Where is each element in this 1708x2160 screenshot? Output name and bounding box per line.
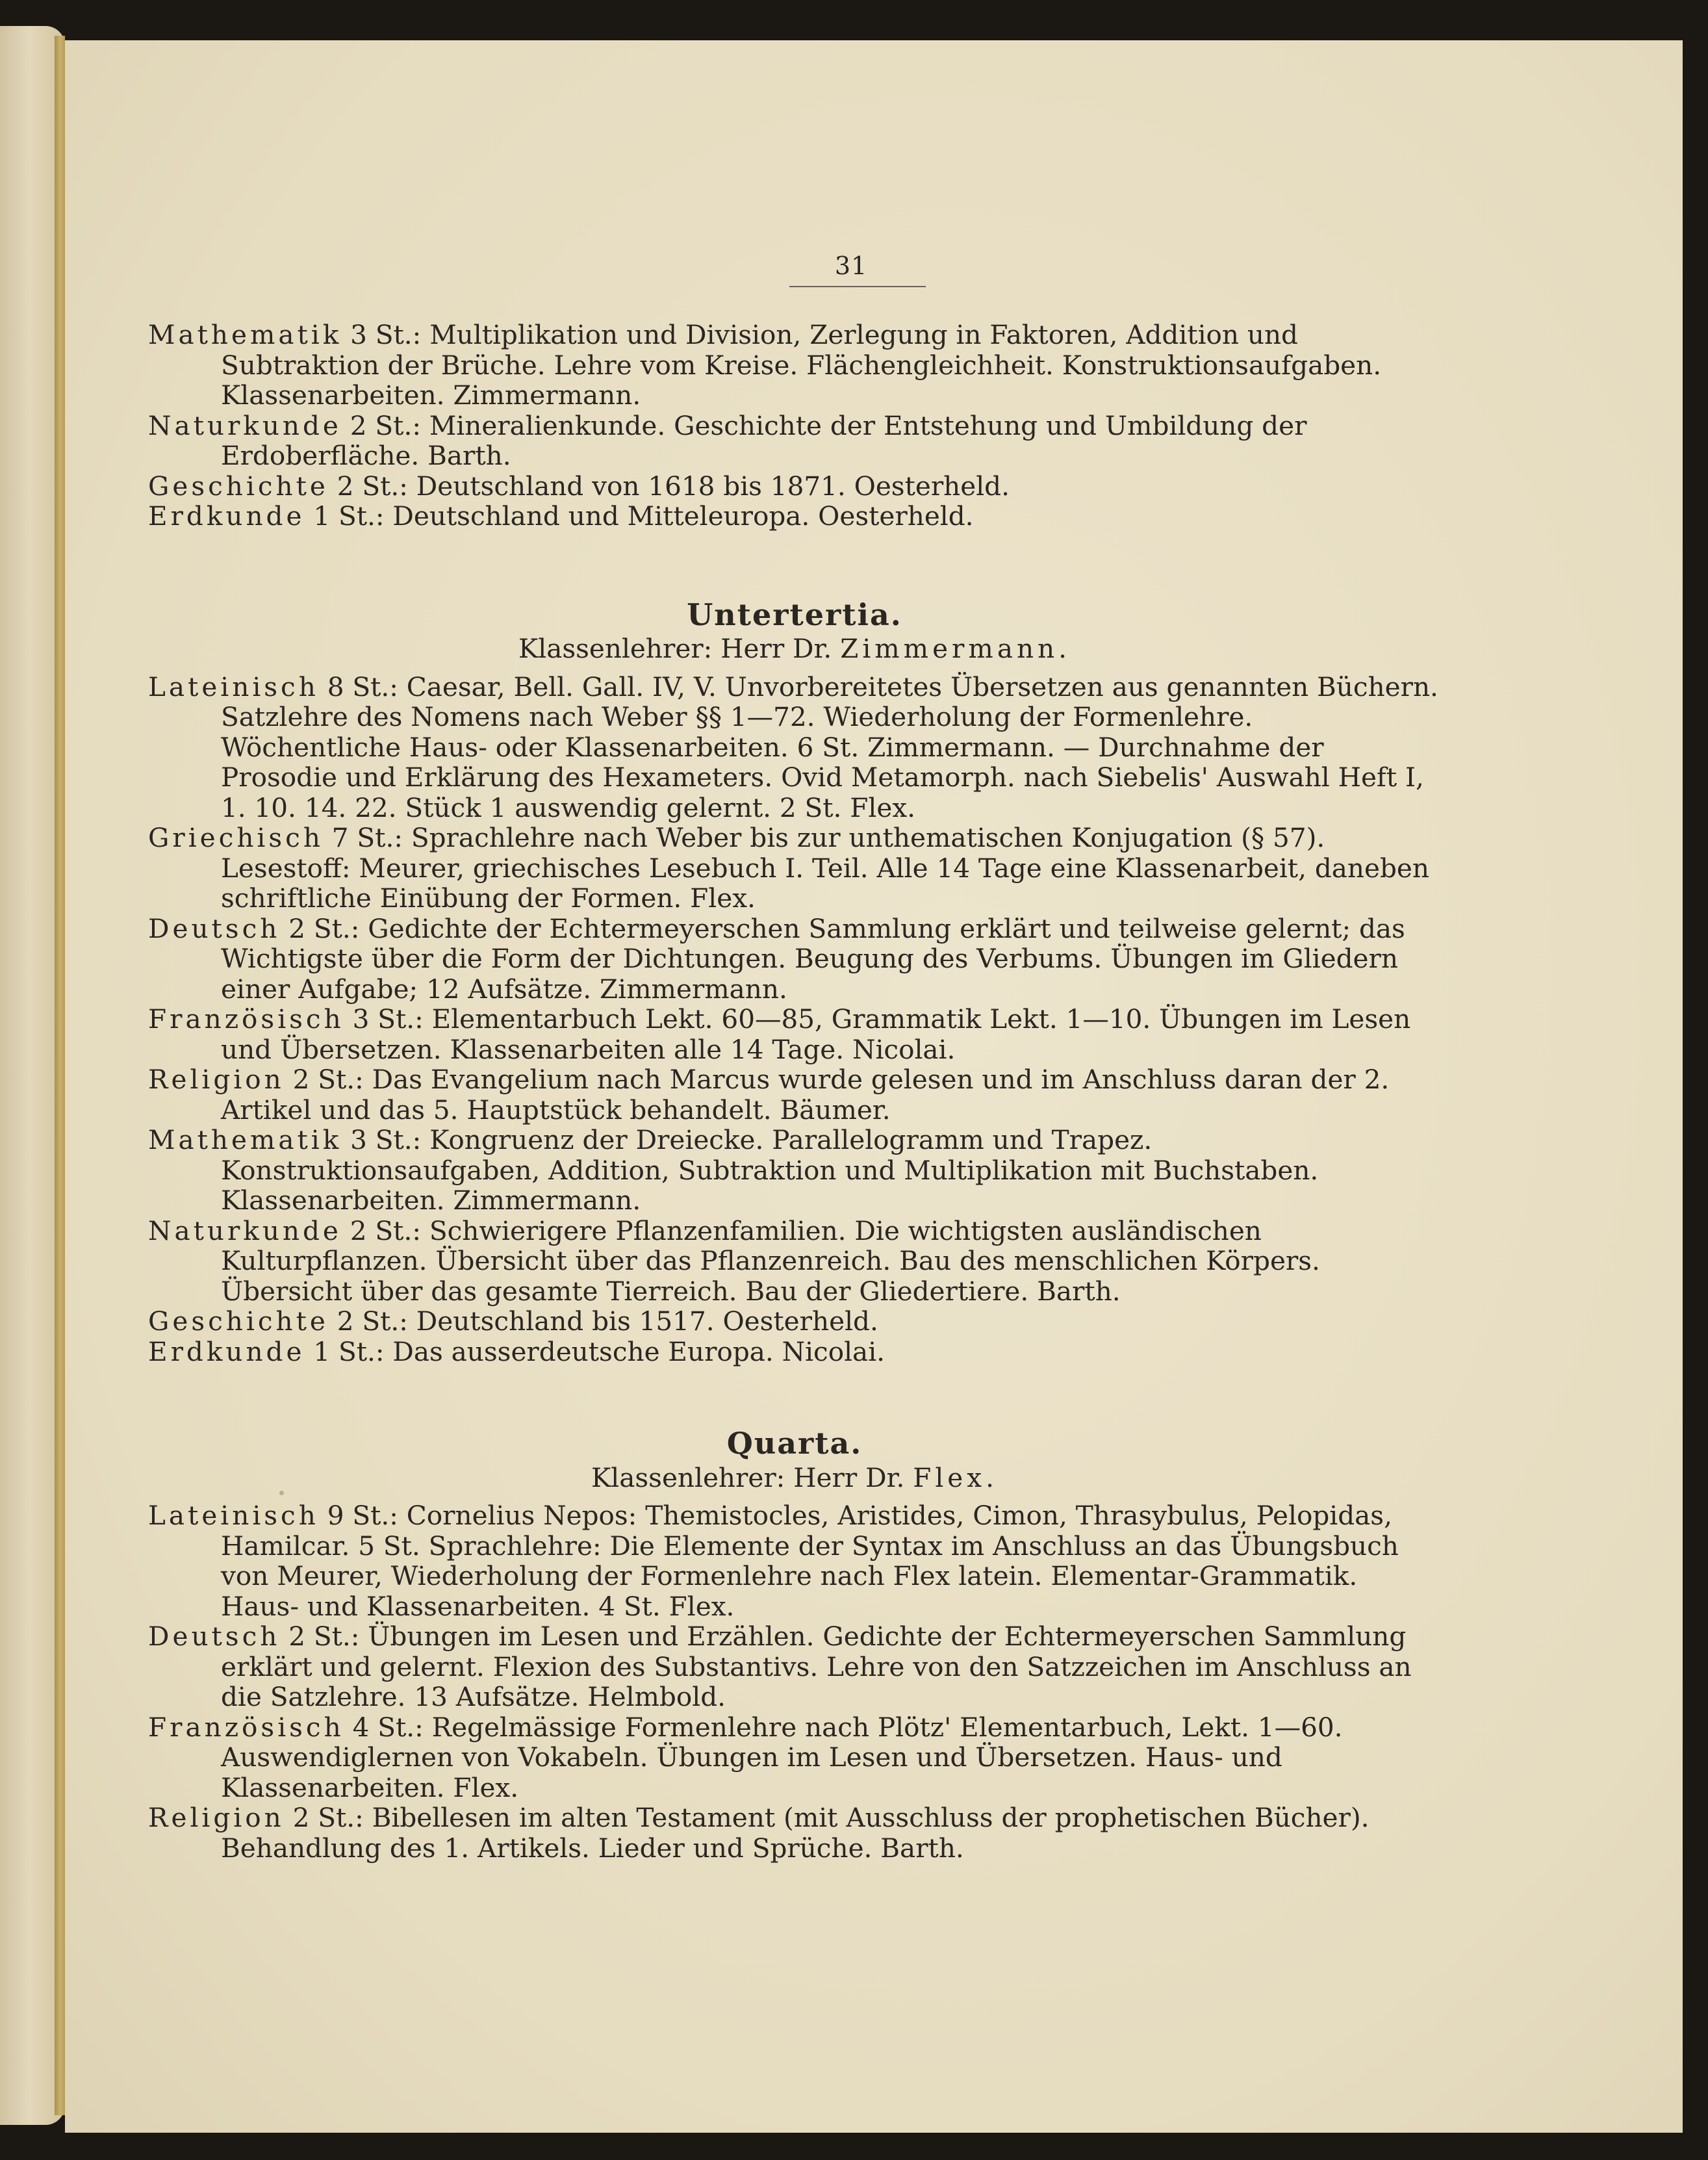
page-number-rule bbox=[789, 286, 926, 287]
entry-franzoesisch: Französisch 3 St.: Elementarbuch Lekt. 60—85, Grammatik Lekt. 1—10. Übungen im Lesen und Übersetzen. Klassenarbeiten alle 14 Tage. Nicolai. bbox=[148, 1003, 1411, 1065]
page-number: 31 bbox=[834, 251, 868, 280]
entry-lateinisch: Lateinisch 9 St.: Cornelius Nepos: Themistocles, Aristides, Cimon, Thrasybulus, Pelopidas, Hamilcar. 5 St. Sprachlehre: Die Elemente der Syntax im Anschluss an das Übungsbuch von Meurer, Wiederholung der Formenlehre nach Flex latein. Elementar-Grammatik. Haus- und Klassenarbeiten. 4 St. Flex. bbox=[148, 1500, 1399, 1622]
section-heading: Untertertia. bbox=[687, 597, 902, 632]
entry-geschichte: Geschichte 2 St.: Deutschland bis 1517. Oesterheld. bbox=[148, 1305, 878, 1337]
entry-naturkunde: Naturkunde 2 St.: Mineralienkunde. Geschichte der Entstehung und Umbildung der Erdoberfläche. Barth. bbox=[148, 409, 1307, 471]
entry-mathematik: Mathematik 3 St.: Kongruenz der Dreiecke. Parallelogramm und Trapez. Konstruktionsaufgaben, Addition, Subtraktion und Multiplikation mit Buchstaben. Klassenarbeiten. Zimmermann. bbox=[148, 1124, 1319, 1216]
entry-griechisch: Griechisch 7 St.: Sprachlehre nach Weber bis zur unthematischen Konjugation (§ 57). Lesestoff: Meurer, griechisches Lesebuch I. Teil. Alle 14 Tage eine Klassenarbeit, daneben schriftliche Einübung der Formen. Flex. bbox=[148, 822, 1429, 914]
klassenlehrer-line: Klassenlehrer: Herr Dr. Flex. bbox=[591, 1461, 998, 1493]
entry-deutsch: Deutsch 2 St.: Übungen im Lesen und Erzählen. Gedichte der Echtermeyerschen Sammlung erklärt und gelernt. Flexion des Substantivs. Lehre von den Satzzeichen im Anschluss an die Satzlehre. 13 Aufsätze. Helmbold. bbox=[148, 1621, 1412, 1712]
continued-block bbox=[148, 320, 1441, 532]
section-untertertia bbox=[148, 597, 1441, 1367]
section-quarta bbox=[148, 1428, 1441, 1863]
entry-deutsch: Deutsch 2 St.: Gedichte der Echtermeyerschen Sammlung erklärt und teilweise gelernt; das Wichtigste über die Form der Dichtungen. Beugung des Verbums. Übungen im Gliedern einer Aufgabe; 12 Aufsätze. Zimmermann. bbox=[148, 912, 1405, 1005]
klassenlehrer-line: Klassenlehrer: Herr Dr. Zimmermann. bbox=[518, 633, 1071, 664]
entry-religion: Religion 2 St.: Das Evangelium nach Marcus wurde gelesen und im Anschluss daran der 2. Artikel und das 5. Hauptstück behandelt. Bäumer. bbox=[148, 1064, 1390, 1125]
entry-religion: Religion 2 St.: Bibellesen im alten Testament (mit Ausschluss der prophetischen Bücher). Behandlung des 1. Artikels. Lieder und Sprüche. Barth. bbox=[148, 1802, 1370, 1864]
entry-lateinisch: Lateinisch 8 St.: Caesar, Bell. Gall. IV, V. Unvorbereitetes Übersetzen aus genannten Büchern. Satzlehre des Nomens nach Weber §§ 1—72. Wiederholung der Formenlehre. Wöchentliche Haus- oder Klassenarbeiten. 6 St. Zimmermann. — Durchnahme der Prosodie und Erklärung des Hexameters. Ovid Metamorph. nach Siebelis' Auswahl Heft I, 1. 10. 14. 22. Stück 1 auswendig gelernt. 2 St. Flex. bbox=[148, 671, 1438, 823]
section-heading: Quarta. bbox=[726, 1426, 863, 1461]
page bbox=[65, 40, 1683, 2133]
entry-mathematik: Mathematik 3 St.: Multiplikation und Division, Zerlegung in Faktoren, Addition und Subtraktion der Brüche. Lehre vom Kreise. Flächengleichheit. Konstruktionsaufgaben. Klassenarbeiten. Zimmermann. bbox=[148, 319, 1382, 411]
book-gutter bbox=[55, 36, 65, 2115]
page-content bbox=[148, 320, 1441, 1863]
entry-erdkunde: Erdkunde 1 St.: Deutschland und Mitteleuropa. Oesterheld. bbox=[148, 500, 974, 532]
entry-geschichte: Geschichte 2 St.: Deutschland von 1618 bis 1871. Oesterheld. bbox=[148, 470, 1010, 502]
entry-naturkunde: Naturkunde 2 St.: Schwierigere Pflanzenfamilien. Die wichtigsten ausländischen Kulturpflanzen. Übersicht über das Pflanzenreich. Bau des menschlichen Körpers. Übersicht über das gesamte Tierreich. Bau der Gliedertiere. Barth. bbox=[148, 1215, 1320, 1307]
entry-franzoesisch: Französisch 4 St.: Regelmässige Formenlehre nach Plötz' Elementarbuch, Lekt. 1—60. Auswendiglernen von Vokabeln. Übungen im Lesen und Übersetzen. Haus- und Klassenarbeiten. Flex. bbox=[148, 1711, 1343, 1803]
entry-erdkunde: Erdkunde 1 St.: Das ausserdeutsche Europa. Nicolai. bbox=[148, 1335, 886, 1367]
